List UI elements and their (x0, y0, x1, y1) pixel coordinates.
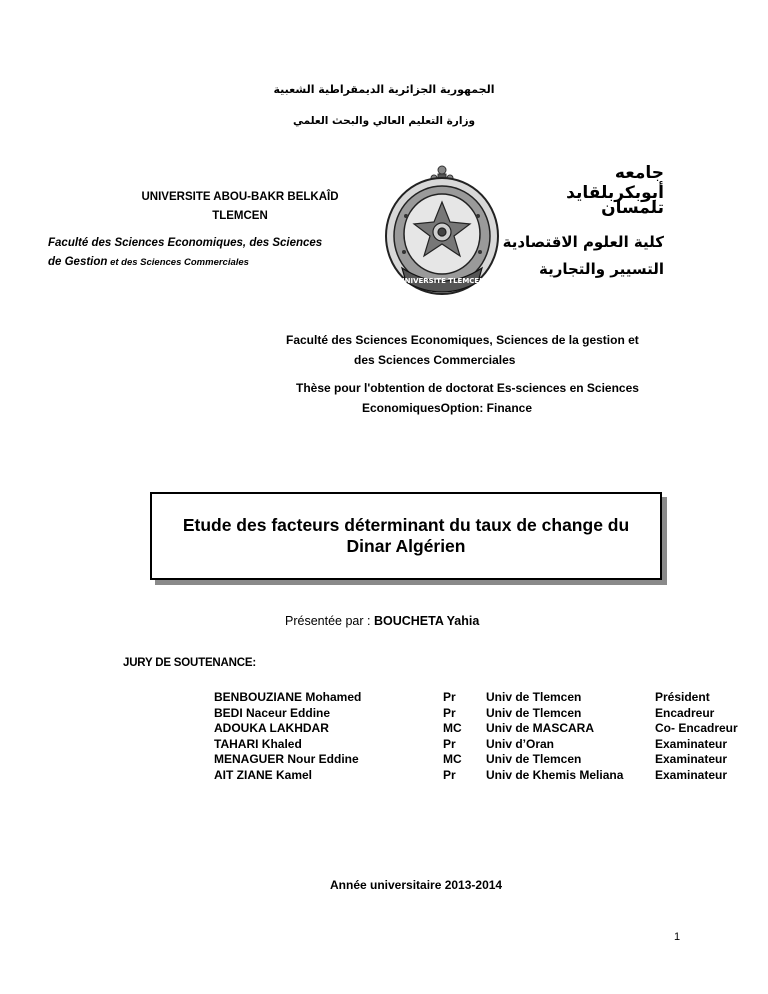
jury-member-grade: MC (443, 721, 462, 735)
presented-label: Présentée par : (285, 614, 374, 628)
faculty-line2-small: et des Sciences Commerciales (107, 257, 249, 268)
page-number: 1 (674, 931, 681, 943)
jury-member-university: Univ de Tlemcen (486, 752, 582, 766)
jury-member-role: Co- Encadreur (655, 721, 738, 735)
arabic-faculty-line1: كلية العلوم الاقتصادية (502, 233, 664, 251)
arabic-university-name: أبوبكربلقايد (566, 183, 664, 203)
jury-member-role: Président (655, 690, 710, 704)
jury-row (214, 768, 755, 784)
jury-heading: JURY DE SOUTENANCE: (123, 657, 256, 669)
academic-year: Année universitaire 2013-2014 (330, 878, 503, 892)
jury-member-name: BEDI Naceur Eddine (214, 705, 331, 720)
jury-member-role: Examinateur (655, 767, 728, 782)
faculty-center-line2: des Sciences Commerciales (354, 353, 516, 367)
arabic-ministry-header: وزارة التعليم العالي والبحث العلمي (292, 115, 476, 127)
arabic-university-label: جامعه (614, 163, 664, 183)
thesis-title-box (150, 492, 662, 580)
university-line1: UNIVERSITE ABOU-BAKR BELKAÎD (141, 191, 339, 203)
jury-member-name: MENAGUER Nour Eddine (214, 752, 359, 766)
jury-member-university: Univ de Khemis Meliana (486, 767, 624, 782)
thesis-title-line1: Etude des facteurs déterminant du taux de change du (182, 515, 630, 535)
jury-member-grade: Pr (443, 690, 456, 704)
thesis-title-line2: Dinar Algérien (346, 536, 466, 556)
jury-member-grade: MC (443, 752, 462, 766)
jury-row (214, 737, 755, 753)
jury-table (214, 690, 755, 783)
arabic-city: تلمسان (601, 198, 664, 218)
jury-row (214, 690, 755, 706)
jury-member-grade: Pr (443, 767, 456, 782)
jury-member-role: Examinateur (655, 736, 728, 751)
presented-by (285, 614, 479, 628)
jury-member-university: Univ de Tlemcen (486, 690, 582, 704)
jury-member-role: Encadreur (655, 705, 715, 720)
jury-member-grade: Pr (443, 736, 456, 751)
logo-ring-text: UNIVERSITE TLEMCEN (398, 277, 486, 285)
jury-member-university: Univ de Tlemcen (486, 705, 582, 720)
jury-row (214, 706, 755, 722)
jury-member-university: Univ d’Oran (486, 736, 555, 751)
university-line2: TLEMCEN (212, 210, 268, 222)
jury-row (214, 752, 755, 768)
faculty-line1: Faculté des Sciences Economiques, des Sciences (48, 237, 323, 249)
jury-member-university: Univ de MASCARA (486, 721, 595, 735)
arabic-faculty-line2: التسيير والتجارية (539, 260, 664, 278)
faculty-center-line1: Faculté des Sciences Economiques, Sciences de la gestion et (286, 333, 639, 347)
jury-member-name: ADOUKA LAKHDAR (214, 721, 329, 735)
jury-member-role: Examinateur (655, 752, 728, 766)
thesis-line2: EconomiquesOption: Finance (362, 401, 533, 415)
thesis-info (296, 378, 716, 418)
author-name: BOUCHETA Yahia (373, 614, 480, 628)
faculty-line2-main: de Gestion (48, 256, 108, 268)
faculty-name-fr (48, 234, 388, 272)
jury-member-name: BENBOUZIANE Mohamed (214, 690, 362, 704)
jury-row (214, 721, 755, 737)
faculty-center (286, 330, 706, 370)
arabic-republic-header: الجمهورية الجزائرية الديمقراطية الشعبية (273, 83, 495, 96)
jury-member-grade: Pr (443, 705, 456, 720)
thesis-line1: Thèse pour l'obtention de doctorat Es-sciences en Sciences (296, 381, 639, 395)
jury-member-name: TAHARI Khaled (214, 736, 302, 751)
university-name-fr (90, 188, 390, 226)
jury-member-name: AIT ZIANE Kamel (214, 767, 313, 782)
